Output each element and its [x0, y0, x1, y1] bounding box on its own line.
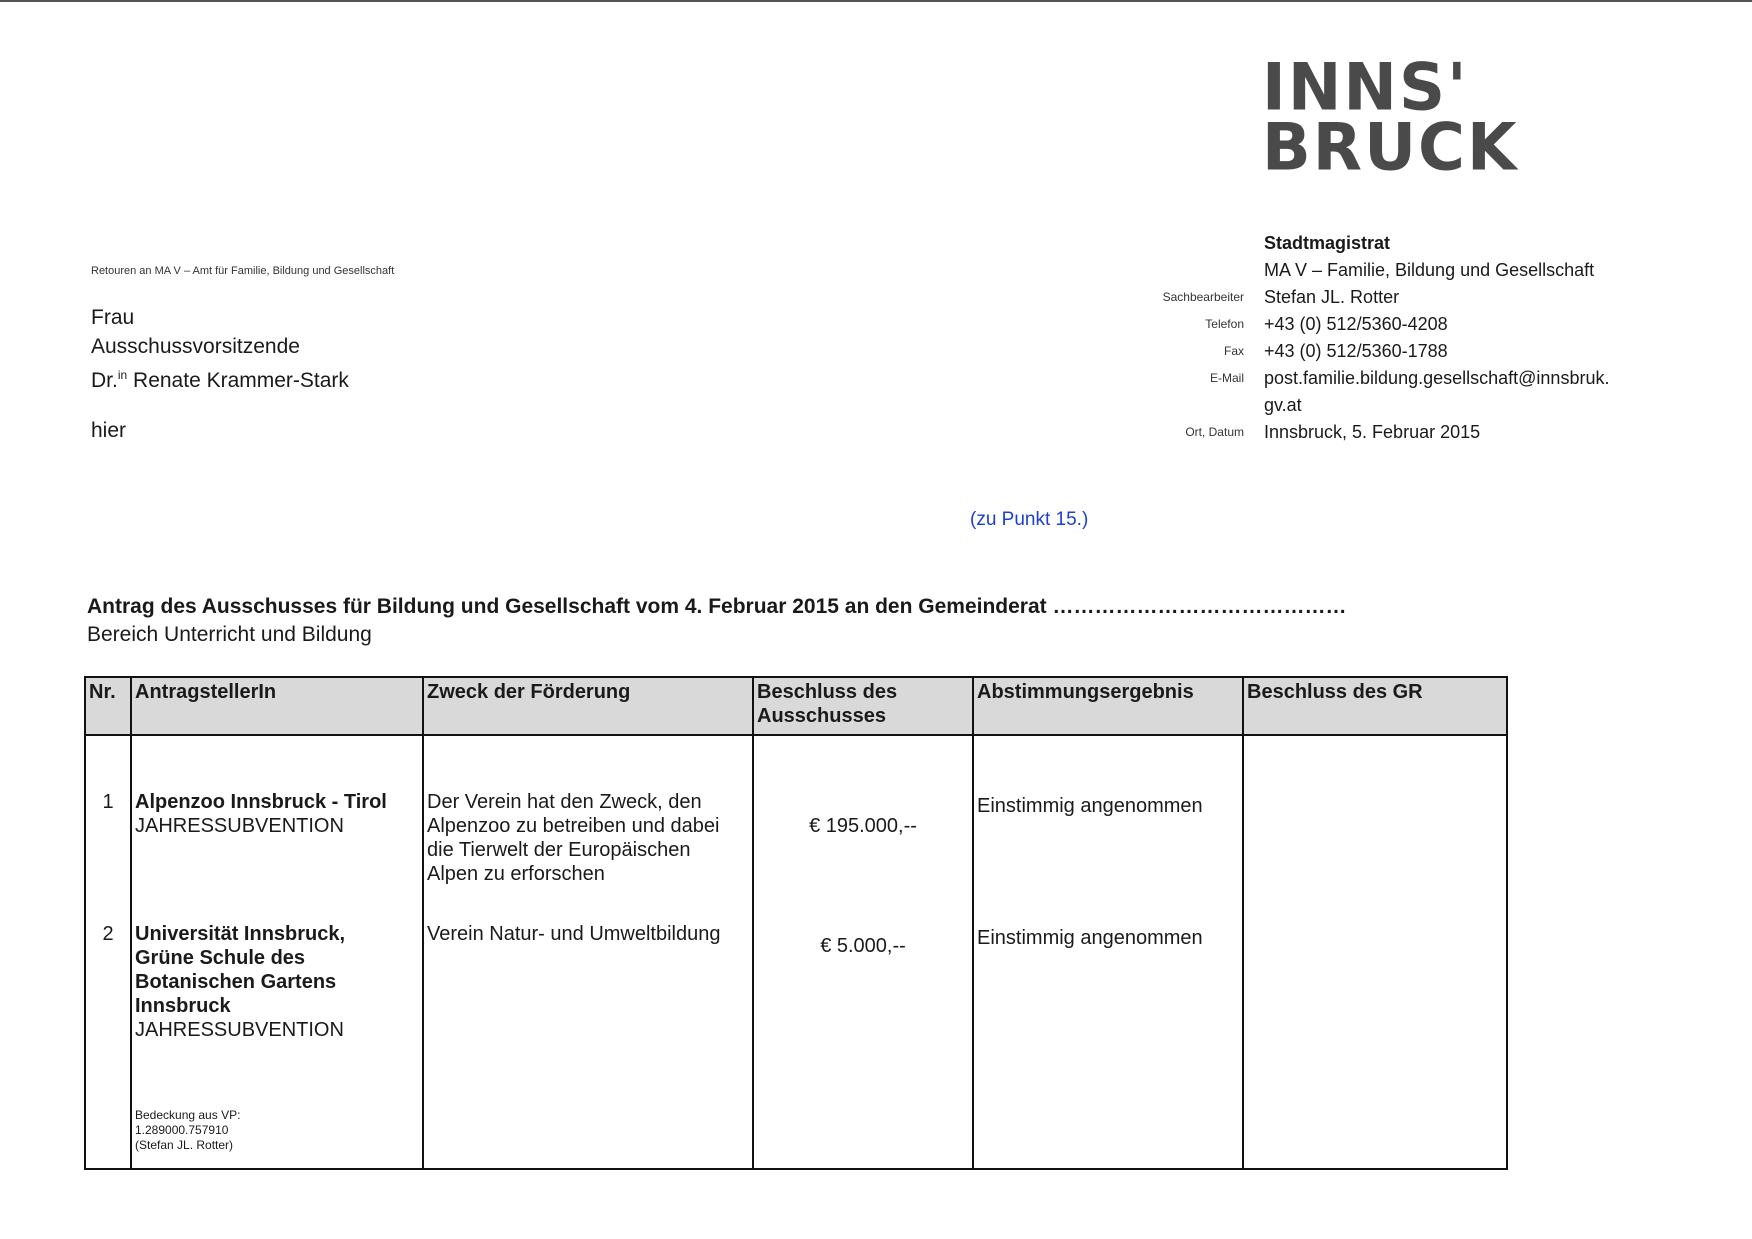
row-2-applicant: Universität Innsbruck, Grüne Schule des Botanischen Gartens Innsbruck: [135, 923, 346, 1017]
row-1-type: JAHRESSUBVENTION: [135, 815, 344, 837]
coverage-note: [135, 1108, 419, 1153]
sender-block: [1020, 230, 1640, 446]
sender-clerk: Stefan JL. Rotter: [1264, 287, 1400, 307]
logo-line-2: BRUCK: [1262, 110, 1519, 186]
row-1-purpose: Der Verein hat den Zweck, den Alpenzoo zu betreiben und dabei die Tierwelt der Europäischen Alpen zu erforschen: [427, 791, 720, 885]
sender-fax: +43 (0) 512/5360-1788: [1264, 341, 1448, 361]
sender-dept: MA V – Familie, Bildung und Gesellschaft: [1264, 260, 1595, 280]
row-2-amount: € 5.000,--: [820, 935, 906, 957]
row-1-amount: € 195.000,--: [809, 815, 917, 837]
row-2-vote: Einstimmig angenommen: [977, 927, 1203, 949]
innsbruck-logo: [1262, 50, 1519, 186]
sender-label-email: E-Mail: [1209, 371, 1244, 385]
header-vote: Abstimmungsergebnis: [973, 677, 1243, 735]
document-title: Antrag des Ausschusses für Bildung und Gesellschaft vom 4. Februar 2015 an den Gemeinderat ……………………………………: [87, 595, 1347, 618]
row-2-type: JAHRESSUBVENTION: [135, 1019, 344, 1041]
header-nr: Nr.: [85, 677, 131, 735]
sender-date: Innsbruck, 5. Februar 2015: [1264, 422, 1481, 442]
agenda-point: (zu Punkt 15.): [970, 509, 1089, 530]
sender-label-fax: Fax: [1223, 344, 1244, 358]
row-1-vote: Einstimmig angenommen: [977, 795, 1203, 817]
row-1-nr: 1: [102, 791, 114, 813]
table-body-row: [85, 735, 1507, 1169]
applicant-cell: [131, 735, 423, 1169]
recipient-block: [91, 303, 349, 395]
coverage-line-2: 1.289000.757910: [135, 1123, 229, 1137]
nr-cell: [85, 735, 131, 1169]
sender-label-date: Ort, Datum: [1185, 425, 1244, 439]
recipient-title: Dr.: [91, 369, 118, 392]
row-2-nr: 2: [102, 923, 114, 945]
purpose-cell: [423, 735, 753, 1169]
header-purpose: Zweck der Förderung: [423, 677, 753, 735]
subsidy-table: [84, 676, 1508, 1170]
sender-email-part2: gv.at: [1264, 395, 1302, 415]
header-decision: Beschluss des Ausschusses: [753, 677, 973, 735]
recipient-hier: hier: [91, 419, 127, 442]
vote-cell: [973, 735, 1243, 1169]
amount-cell: [753, 735, 973, 1169]
recipient-salutation: Frau: [91, 306, 135, 329]
sender-email: [1264, 365, 1609, 419]
coverage-line-1: Bedeckung aus VP:: [135, 1108, 241, 1122]
coverage-line-3: (Stefan JL. Rotter): [135, 1138, 234, 1152]
document-subtitle: Bereich Unterricht und Bildung: [87, 623, 372, 646]
sender-email-part1: post.familie.bildung.gesellschaft@innsbruk.: [1264, 368, 1610, 388]
recipient-title-sup: in: [117, 368, 128, 382]
return-address: Retouren an MA V – Amt für Familie, Bildung und Gesellschaft: [91, 265, 395, 277]
sender-label-phone: Telefon: [1205, 317, 1244, 331]
row-1-applicant: Alpenzoo Innsbruck - Tirol: [135, 791, 387, 813]
row-2-purpose: Verein Natur- und Umweltbildung: [427, 923, 721, 945]
sender-org: Stadtmagistrat: [1264, 233, 1391, 253]
header-applicant: AntragstellerIn: [131, 677, 423, 735]
table-header-row: [85, 677, 1507, 735]
recipient-role: Ausschussvorsitzende: [91, 335, 300, 358]
logo-line-1: INNS': [1262, 50, 1469, 126]
sender-phone: +43 (0) 512/5360-4208: [1264, 314, 1448, 334]
sender-label-clerk: Sachbearbeiter: [1162, 290, 1244, 304]
recipient-name: Renate Krammer-Stark: [133, 369, 349, 392]
top-rule: [0, 0, 1752, 2]
recipient-name-line: [91, 361, 349, 395]
header-gr-decision: Beschluss des GR: [1243, 677, 1507, 735]
gr-decision-cell: [1243, 735, 1507, 1169]
